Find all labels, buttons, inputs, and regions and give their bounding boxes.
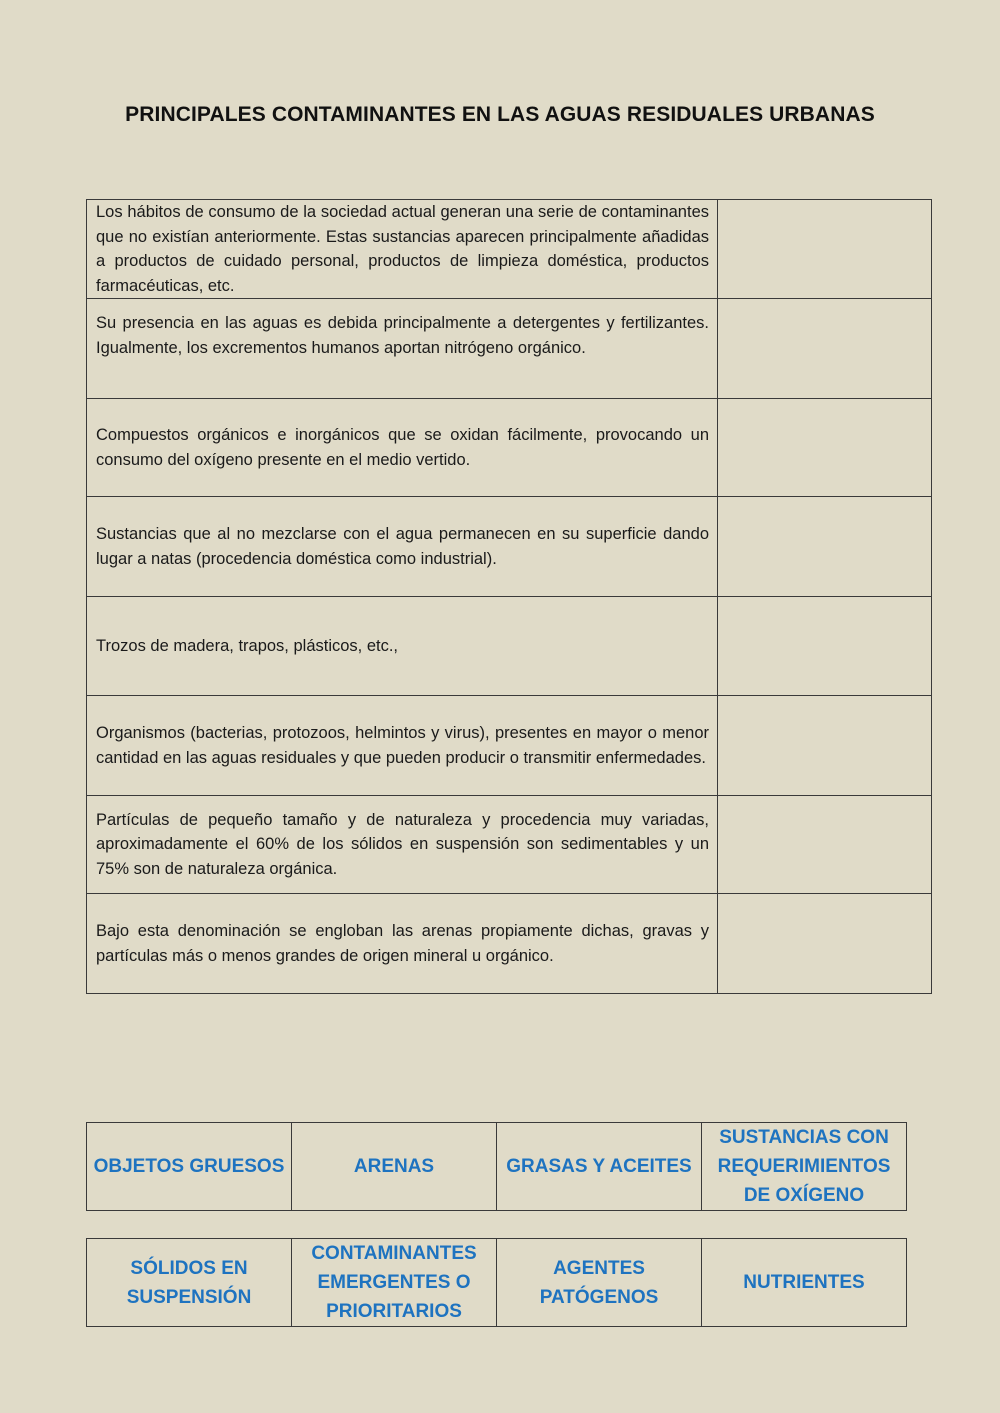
answer-drop-zone[interactable] bbox=[718, 497, 932, 597]
definition-row bbox=[87, 894, 932, 994]
answer-drop-zone[interactable] bbox=[718, 299, 932, 399]
definition-row bbox=[87, 497, 932, 597]
definition-row bbox=[87, 696, 932, 796]
answer-drop-zone[interactable] bbox=[718, 796, 932, 894]
definition-row bbox=[87, 299, 932, 399]
word-tile[interactable]: SUSTANCIAS CON REQUERIMIENTOS DE OXÍGENO bbox=[702, 1123, 907, 1211]
answer-drop-zone[interactable] bbox=[718, 399, 932, 497]
word-tile[interactable]: CONTAMINANTES EMERGENTES O PRIORITARIOS bbox=[292, 1239, 497, 1327]
word-bank-row-2 bbox=[86, 1238, 907, 1327]
word-tile[interactable]: SÓLIDOS EN SUSPENSIÓN bbox=[87, 1239, 292, 1327]
word-bank-row-1 bbox=[86, 1122, 907, 1211]
answer-drop-zone[interactable] bbox=[718, 597, 932, 696]
definition-text: Trozos de madera, trapos, plásticos, etc., bbox=[87, 597, 718, 696]
definition-text: Organismos (bacterias, protozoos, helmintos y virus), presentes en mayor o menor cantidad en las aguas residuales y que pueden producir o transmitir enfermedades. bbox=[87, 696, 718, 796]
definition-row bbox=[87, 200, 932, 299]
definition-text: Partículas de pequeño tamaño y de naturaleza y procedencia muy variadas, aproximadamente el 60% de los sólidos en suspensión son sedimentables y un 75% son de naturaleza orgánica. bbox=[87, 796, 718, 894]
definition-text: Compuestos orgánicos e inorgánicos que se oxidan fácilmente, provocando un consumo del oxígeno presente en el medio vertido. bbox=[87, 399, 718, 497]
definition-row bbox=[87, 399, 932, 497]
word-tile[interactable]: GRASAS Y ACEITES bbox=[497, 1123, 702, 1211]
answer-drop-zone[interactable] bbox=[718, 894, 932, 994]
definition-text: Los hábitos de consumo de la sociedad actual generan una serie de contaminantes que no existían anteriormente. Estas sustancias aparecen principalmente añadidas a productos de cuidado personal, productos de limpieza doméstica, productos farmacéuticas, etc. bbox=[87, 200, 718, 299]
word-tile[interactable]: AGENTES PATÓGENOS bbox=[497, 1239, 702, 1327]
definition-text: Sustancias que al no mezclarse con el agua permanecen en su superficie dando lugar a natas (procedencia doméstica como industrial). bbox=[87, 497, 718, 597]
definition-row bbox=[87, 597, 932, 696]
word-tile[interactable]: ARENAS bbox=[292, 1123, 497, 1211]
page-title: PRINCIPALES CONTAMINANTES EN LAS AGUAS RESIDUALES URBANAS bbox=[125, 103, 875, 126]
answer-drop-zone[interactable] bbox=[718, 696, 932, 796]
word-tile[interactable]: NUTRIENTES bbox=[702, 1239, 907, 1327]
word-tile[interactable]: OBJETOS GRUESOS bbox=[87, 1123, 292, 1211]
answer-drop-zone[interactable] bbox=[718, 200, 932, 299]
definitions-table bbox=[86, 199, 932, 994]
definition-text: Bajo esta denominación se engloban las arenas propiamente dichas, gravas y partículas más o menos grandes de origen mineral u orgánico. bbox=[87, 894, 718, 994]
definition-text: Su presencia en las aguas es debida principalmente a detergentes y fertilizantes. Igualmente, los excrementos humanos aportan nitrógeno orgánico. bbox=[87, 299, 718, 399]
definition-row bbox=[87, 796, 932, 894]
